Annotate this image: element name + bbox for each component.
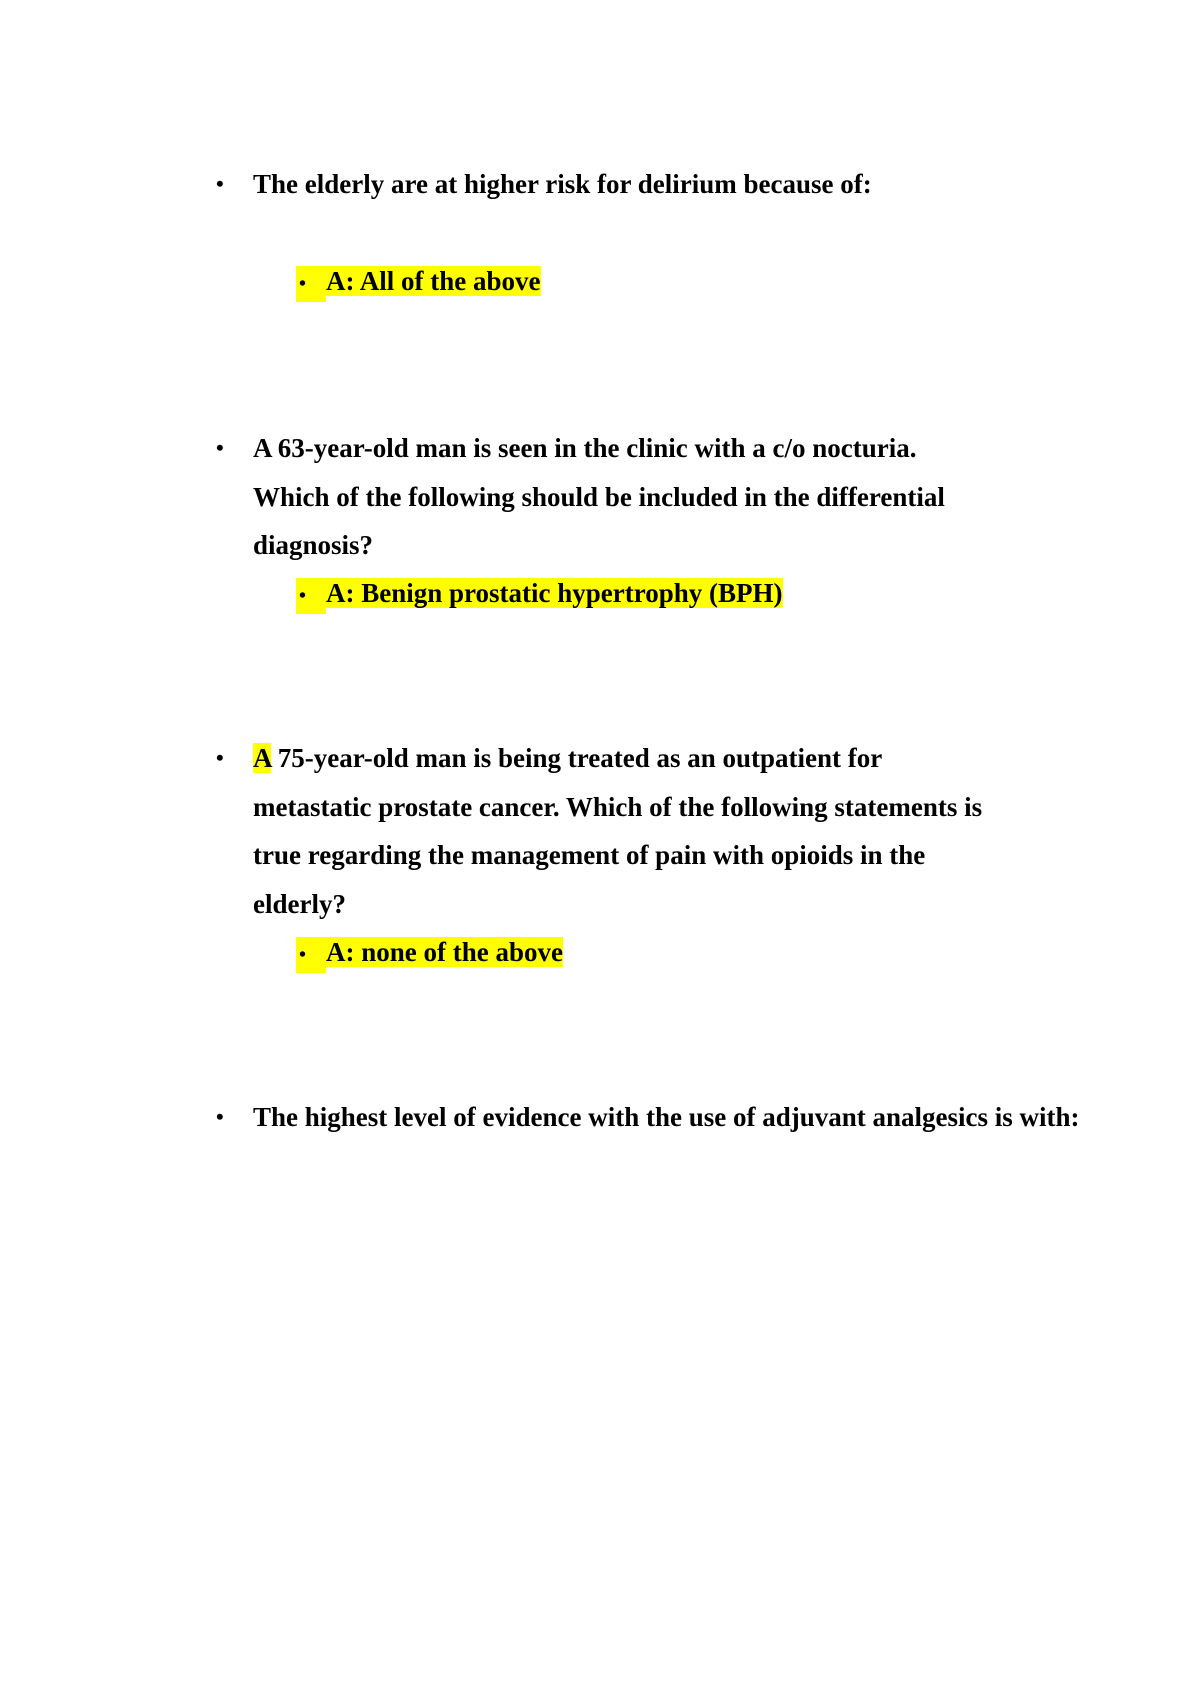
question-text [253, 160, 1133, 209]
question-line: true regarding the management of pain with opioids in the [253, 840, 926, 870]
question-line: diagnosis? [253, 530, 374, 560]
bullet-icon: • [216, 745, 224, 770]
question-text [253, 1093, 1133, 1142]
question-line: The elderly are at higher risk for delirium because of: [253, 169, 872, 199]
bullet-icon: • [216, 171, 224, 196]
bullet-icon: • [296, 266, 326, 302]
question-line: elderly? [253, 888, 346, 919]
question-line-rest: 75-year-old man is being treated as an outpatient for [271, 743, 883, 773]
question-line: The highest level of evidence with the use of adjuvant analgesics is with: [253, 1102, 1080, 1132]
question-line: metastatic prostate cancer. Which of the following statements is [253, 791, 983, 822]
question-line: Which of the following should be included in the differential [253, 481, 945, 512]
answer-prefix: A [326, 578, 346, 608]
bullet-icon: • [296, 578, 326, 614]
answer-line [296, 263, 541, 299]
answer-prefix: A [326, 266, 346, 296]
highlighted-word: A [253, 743, 272, 773]
answer-prefix: A [326, 937, 346, 967]
bullet-icon: • [216, 1104, 224, 1129]
question-line [253, 734, 1133, 783]
answer-text: : Benign prostatic hypertrophy (BPH) [345, 578, 783, 608]
answer-line [296, 934, 563, 970]
question-line: A 63-year-old man is seen in the clinic with a c/o nocturia. [253, 433, 917, 463]
bullet-icon: • [296, 937, 326, 973]
bullet-icon: • [216, 435, 224, 460]
question-text [253, 734, 1133, 928]
question-text [253, 424, 1133, 570]
answer-text: : All of the above [345, 266, 541, 296]
answer-text: : none of the above [345, 937, 563, 967]
answer-line [296, 575, 783, 611]
